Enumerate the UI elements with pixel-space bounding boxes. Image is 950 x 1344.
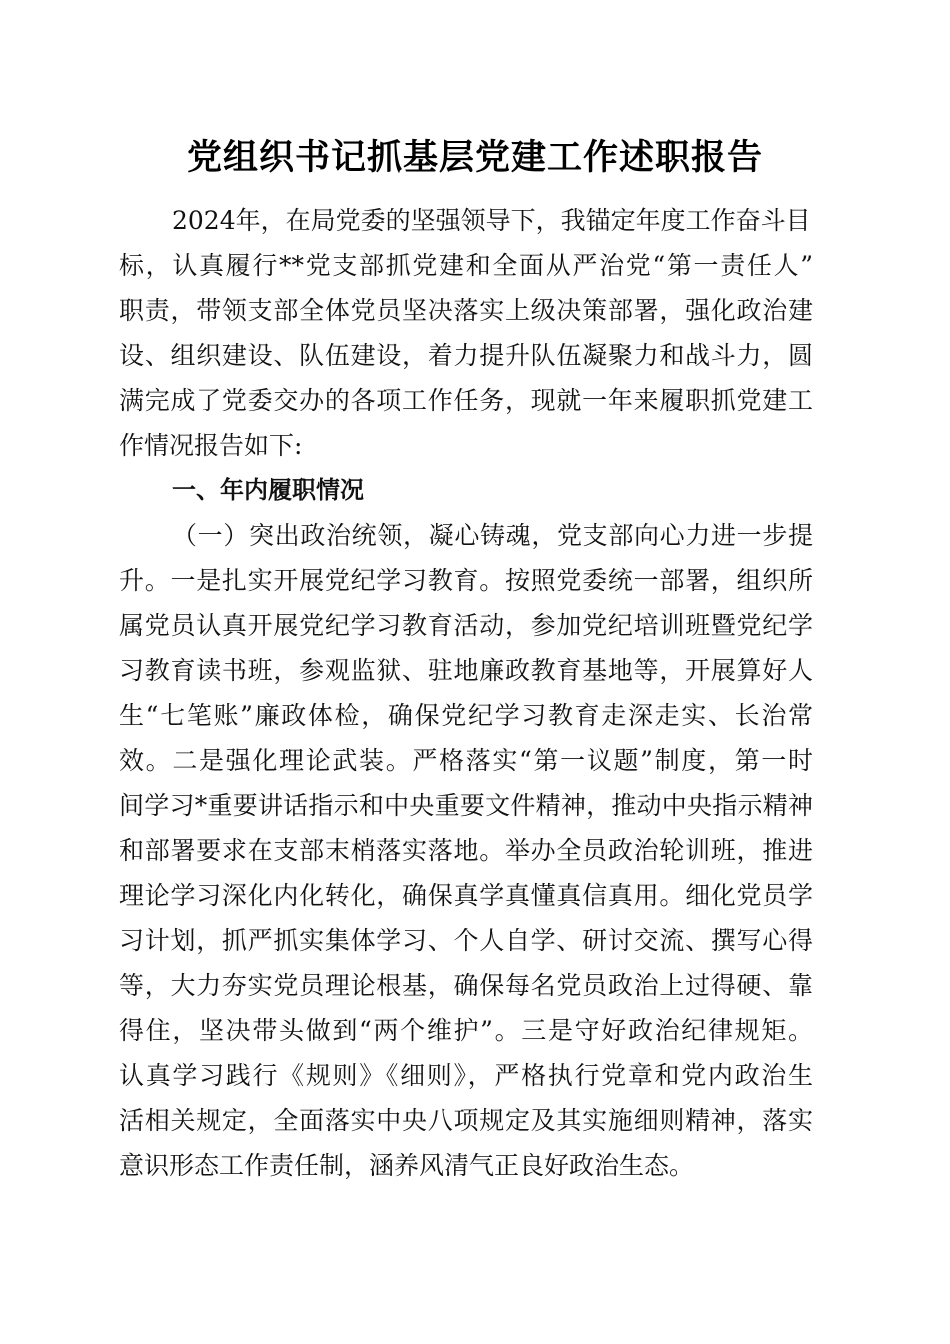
document-title: 党组织书记抓基层党建工作述职报告 [186,138,763,178]
paragraph-line: 职责，带领支部全体党员坚决落实上级决策部署，强化政治建 [119,296,813,325]
paragraph-line: 2024年，在局党委的坚强领导下，我锚定年度工作奋斗目 [172,206,811,235]
paragraph-line: 习教育读书班，参观监狱、驻地廉政教育基地等，开展算好人 [119,656,813,685]
paragraph-line: 间学习*重要讲话指示和中央重要文件精神，推动中央指示精神 [119,791,813,820]
paragraph-line: 认真学习践行《规则》《细则》，严格执行党章和党内政治生 [119,1061,813,1090]
section-heading: 一、年内履职情况 [172,476,364,504]
paragraph-line: 等，大力夯实党员理论根基，确保每名党员政治上过得硬、靠 [119,971,813,1000]
paragraph-line: 作情况报告如下: [119,431,303,460]
paragraph-line: 理论学习深化内化转化，确保真学真懂真信真用。细化党员学 [119,881,813,910]
paragraph-line: 得住，坚决带头做到“两个维护”。三是守好政治纪律规矩。 [119,1016,813,1045]
paragraph-line: 和部署要求在支部末梢落实落地。举办全员政治轮训班，推进 [119,836,813,865]
paragraph-line: 效。二是强化理论武装。严格落实“第一议题”制度，第一时 [119,746,813,775]
paragraph-line: 习计划，抓严抓实集体学习、个人自学、研讨交流、撰写心得 [119,926,813,955]
paragraph-line: 属党员认真开展党纪学习教育活动，参加党纪培训班暨党纪学 [119,611,813,640]
paragraph-line: 升。一是扎实开展党纪学习教育。按照党委统一部署，组织所 [119,566,813,595]
paragraph-line: 满完成了党委交办的各项工作任务，现就一年来履职抓党建工 [119,386,813,415]
paragraph-line: 活相关规定，全面落实中央八项规定及其实施细则精神，落实 [119,1106,813,1135]
paragraph-line: 标，认真履行**党支部抓党建和全面从严治党“第一责任人” [119,251,813,280]
paragraph-line: 生“七笔账”廉政体检，确保党纪学习教育走深走实、长治常 [119,701,813,730]
paragraph-line: （一）突出政治统领，凝心铸魂，党支部向心力进一步提 [172,521,813,550]
paragraph-line: 设、组织建设、队伍建设，着力提升队伍凝聚力和战斗力，圆 [119,341,813,370]
paragraph-line: 意识形态工作责任制，涵养风清气正良好政治生态。 [119,1151,695,1180]
